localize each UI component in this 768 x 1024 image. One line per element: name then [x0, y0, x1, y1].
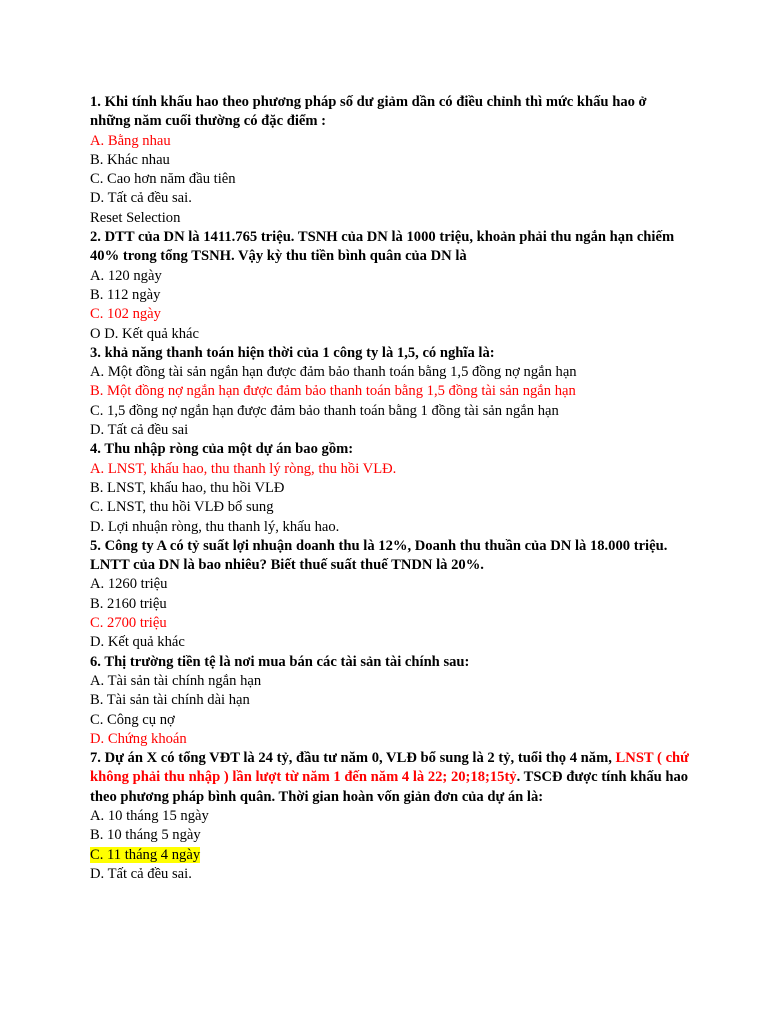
answer-option — [90, 826, 690, 845]
answer-option: D. Tất cả đều sai — [90, 422, 189, 439]
answer-option: B. 2160 triệu — [90, 595, 167, 612]
question-7-answers — [90, 807, 690, 884]
answer-option: C. Cao hơn năm đầu tiên — [90, 171, 236, 188]
answer-option: C. 1,5 đồng nợ ngắn hạn được đảm bảo thanh toán bằng 1 đồng tài sản ngắn hạn — [90, 402, 559, 419]
question-text: 1. Khi tính khấu hao theo phương pháp số dư giảm dần có điều chỉnh thì mức khấu hao ở những năm cuối thường có đặc điểm : — [90, 94, 647, 130]
answer-option: A. 1260 triệu — [90, 576, 168, 593]
question-text: 6. Thị trường tiền tệ là nơi mua bán các tài sản tài chính sau: — [90, 653, 470, 670]
answer-option: B. Khác nhau — [90, 151, 170, 168]
answer-option: A. Một đồng tài sản ngắn hạn được đảm bảo thanh toán bằng 1,5 đồng nợ ngắn hạn — [90, 364, 577, 381]
answer-option-text: C. 11 tháng 4 ngày — [90, 846, 201, 863]
answer-option: A. 120 ngày — [90, 267, 162, 284]
question-7 — [90, 749, 690, 807]
answer-option-text: A. 10 tháng 15 ngày — [90, 807, 209, 824]
answer-option: B. LNST, khấu hao, thu hồi VLĐ — [90, 479, 285, 496]
answer-option-correct: A. Bằng nhau — [90, 132, 171, 149]
answer-option — [90, 807, 690, 826]
answer-option-correct: A. LNST, khấu hao, thu thanh lý ròng, thu hồi VLĐ. — [90, 460, 397, 477]
answer-option: B. Tài sản tài chính dài hạn — [90, 692, 250, 709]
quiz-blocks — [90, 93, 690, 749]
answer-option-correct: C. 102 ngày — [90, 306, 161, 323]
question-text: 5. Công ty A có tỷ suất lợi nhuận doanh thu là 12%, Doanh thu thuần của DN là 18.000 triệu. LNTT của DN là bao nhiêu? Biết thuế suất thuế TNDN là 20%. — [90, 537, 668, 574]
answer-option-correct: B. Một đồng nợ ngắn hạn được đảm bảo thanh toán bằng 1,5 đồng tài sản ngắn hạn — [90, 383, 576, 400]
answer-option: C. Công cụ nợ — [90, 711, 175, 728]
answer-option: D. Lợi nhuận ròng, thu thanh lý, khấu hao. — [90, 518, 340, 535]
answer-option: B. 112 ngày — [90, 286, 161, 303]
question-text: 4. Thu nhập ròng của một dự án bao gồm: — [90, 441, 354, 458]
document-body — [90, 93, 690, 884]
answer-option-text: B. 10 tháng 5 ngày — [90, 827, 201, 844]
answer-option — [90, 865, 690, 884]
question-text: 2. DTT của DN là 1411.765 triệu. TSNH của DN là 1000 triệu, khoản phải thu ngắn hạn chiếm 40% trong tổng TSNH. Vậy kỳ thu tiền bình quân của DN là — [90, 229, 675, 265]
answer-option-correct: C. 2700 triệu — [90, 615, 167, 632]
question-text: 3. khả năng thanh toán hiện thời của 1 công ty là 1,5, có nghĩa là: — [90, 344, 495, 361]
answer-option[interactable]: Reset Selection — [90, 209, 181, 226]
question-7-part3: . TSCĐ được tính khấu hao theo phương pháp bình quân. Thời gian hoàn vốn giản đơn của dự án là: — [90, 769, 689, 805]
question-7-part1: 7. Dự án X có tổng VĐT là 24 tỷ, đầu tư năm 0, VLĐ bổ sung là 2 tỷ, tuổi thọ 4 năm, — [90, 750, 616, 767]
answer-option-text: D. Tất cả đều sai. — [90, 865, 192, 882]
answer-option: D. Tất cả đều sai. — [90, 190, 192, 207]
answer-option-correct: D. Chứng khoán — [90, 730, 187, 747]
answer-option: A. Tài sản tài chính ngắn hạn — [90, 672, 262, 689]
answer-option: D. Kết quả khác — [90, 634, 185, 651]
answer-option: O D. Kết quả khác — [90, 325, 200, 342]
answer-option-highlighted — [90, 846, 690, 865]
question-7-red-part: LNST ( chứ không phải thu nhập ) lần lượt từ năm 1 đến năm 4 là 22; 20;18;15tỷ — [90, 750, 689, 786]
answer-option: C. LNST, thu hồi VLĐ bổ sung — [90, 499, 274, 516]
